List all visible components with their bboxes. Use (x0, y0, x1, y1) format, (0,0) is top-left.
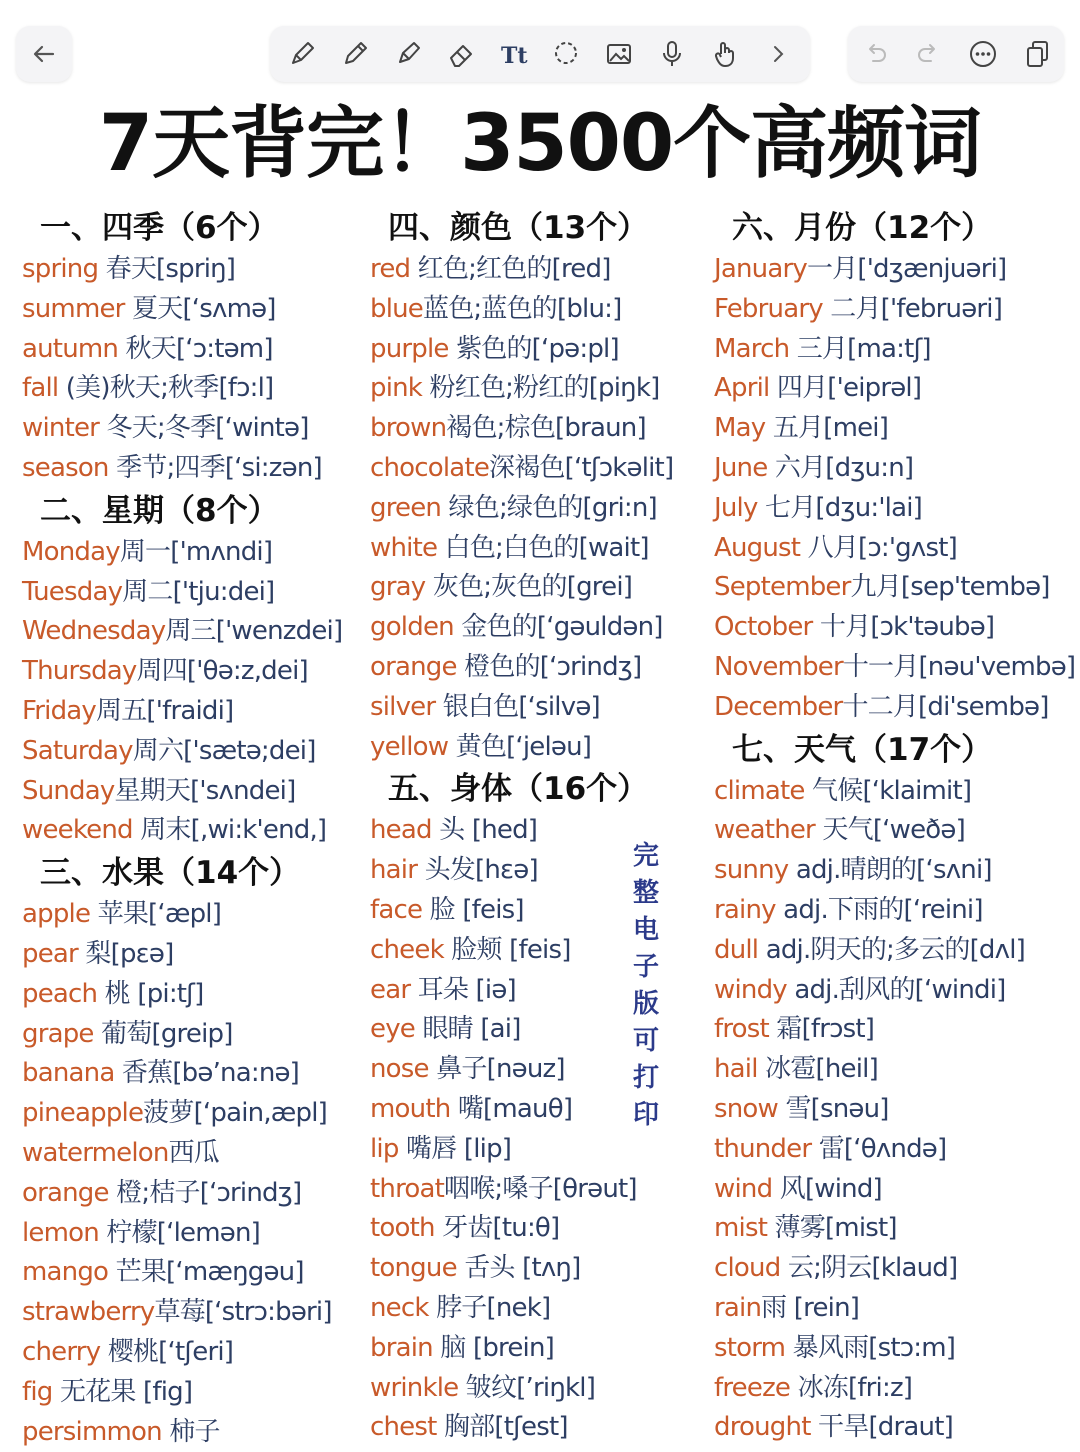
chinese-meaning: 雨 [rein] (761, 1292, 860, 1323)
english-word: chest (370, 1412, 437, 1443)
english-word: persimmon (22, 1416, 162, 1447)
english-word: fig (22, 1376, 53, 1407)
english-word: blue (370, 293, 424, 324)
chinese-meaning: 深褐色[‘tʃɔkəlit] (489, 452, 674, 483)
hand-pointer-icon (710, 39, 740, 69)
chinese-meaning: 蓝色;蓝色的[blu:] (423, 293, 622, 324)
english-word: February (714, 293, 823, 324)
undo-icon (860, 39, 890, 69)
chinese-meaning: 褐色;棕色[braun] (446, 413, 646, 444)
english-word: green (370, 492, 442, 523)
chinese-meaning: 嘴唇 [lip] (398, 1133, 512, 1164)
english-word: silver (370, 691, 436, 722)
english-word: mouth (370, 1093, 451, 1124)
chinese-meaning: adj.下雨的[‘reini] (775, 894, 983, 925)
vocab-entry (370, 409, 710, 449)
redo-button[interactable] (906, 31, 952, 77)
lasso-tool-button[interactable] (543, 31, 589, 77)
chinese-meaning: 西瓜 (168, 1137, 219, 1168)
english-word: cherry (22, 1336, 101, 1367)
chinese-meaning: 紫色的[‘pə:pl] (448, 333, 619, 364)
english-word: rain (714, 1292, 762, 1323)
chinese-meaning: 周六['sætə;dei] (132, 735, 316, 766)
chinese-meaning: (美)秋天;秋季[fɔ:l] (58, 373, 274, 404)
vocab-entry (714, 608, 1080, 648)
vocab-entry (714, 409, 1080, 449)
chinese-meaning: 周五['fraidi] (96, 695, 234, 726)
vocab-entry (22, 1054, 367, 1094)
vocab-entry (714, 1289, 1080, 1329)
chinese-meaning: 六月[dʒu:n] (767, 452, 914, 483)
chinese-meaning: 夏天[‘sʌmə] (124, 293, 276, 324)
toolbar-tools-group (270, 26, 810, 82)
vocab-entry (714, 1130, 1080, 1170)
vocab-entry (370, 369, 710, 409)
vocab-entry (22, 612, 367, 652)
chinese-meaning: 黄色[‘jeləu] (448, 731, 592, 762)
chinese-meaning: 红色;红色的[red] (410, 254, 611, 284)
section-heading: 二、星期（8个） (40, 492, 279, 529)
section-heading: 三、水果（14个） (40, 855, 301, 892)
english-word: gray (370, 572, 426, 603)
vocab-entry (22, 772, 367, 812)
english-word: September (714, 572, 851, 603)
chinese-meaning: 无花果 [fig] (52, 1376, 193, 1407)
highlighter-tool-button[interactable] (385, 31, 431, 77)
toolbar-right-group (848, 26, 1064, 82)
vocab-entry (22, 330, 367, 370)
section-heading: 六、月份（12个） (732, 210, 993, 246)
english-word: April (714, 373, 770, 404)
english-word: dull (714, 934, 759, 965)
vocab-entry (370, 1289, 710, 1329)
english-word: rainy (714, 894, 776, 925)
chinese-meaning: 银白色[‘silvə] (435, 691, 600, 722)
chinese-meaning: 雪[snəu] (778, 1093, 889, 1124)
lasso-icon (551, 39, 581, 69)
chinese-meaning: 春天[spriŋ] (98, 254, 236, 284)
english-word: March (714, 333, 790, 364)
vocab-entry (714, 688, 1080, 728)
vocab-entry (370, 1249, 710, 1289)
english-word: spring (22, 254, 99, 284)
chinese-meaning: 金色的[‘gəuldən] (453, 612, 663, 643)
section-heading: 四、颜色（13个） (388, 210, 649, 246)
more-icon (968, 39, 998, 69)
vocab-entry (714, 290, 1080, 330)
undo-button[interactable] (852, 31, 898, 77)
english-word: throat (370, 1173, 445, 1204)
vocab-entry (22, 975, 367, 1015)
english-word: Friday (22, 695, 96, 726)
english-word: brain (370, 1332, 433, 1363)
english-word: peach (22, 978, 98, 1009)
vocab-entry (22, 732, 367, 772)
english-word: October (714, 612, 813, 643)
microphone-tool-button[interactable] (649, 31, 695, 77)
vocab-entry (370, 330, 710, 370)
english-word: brown (370, 413, 447, 444)
chinese-meaning: 脖子[nek] (428, 1292, 551, 1323)
vocab-entry (714, 811, 1080, 851)
vocab-entry (714, 1408, 1080, 1448)
text-tool-button[interactable] (491, 31, 537, 77)
vocab-entry (22, 1015, 367, 1055)
chinese-meaning: 一月['dʒænjuəri] (806, 254, 1007, 284)
english-word: purple (370, 333, 449, 364)
english-word: apple (22, 899, 91, 930)
english-word: pineapple (22, 1098, 144, 1129)
english-word: Saturday (22, 735, 133, 766)
vocab-entry (22, 1373, 367, 1413)
vocab-entry (714, 1010, 1080, 1050)
english-word: tongue (370, 1253, 457, 1284)
toolbar-left-group (16, 26, 72, 82)
chinese-meaning: 八月[ɔ:'gʌst] (800, 532, 957, 563)
english-word: sunny (714, 855, 789, 886)
vocab-entry (22, 1253, 367, 1293)
english-word: June (714, 452, 768, 483)
chinese-meaning: adj.晴朗的[‘sʌni] (788, 855, 992, 886)
svg-text:Tt: Tt (500, 43, 528, 69)
chinese-meaning: 四月['eiprəl] (769, 373, 922, 404)
english-word: watermelon (22, 1137, 169, 1168)
vocab-entry (22, 652, 367, 692)
more-tools-button[interactable] (755, 31, 801, 77)
english-word: wrinkle (370, 1372, 459, 1403)
chinese-meaning: 冰雹[heil] (757, 1054, 878, 1085)
eraser-tool-button[interactable] (438, 31, 484, 77)
english-word: snow (714, 1093, 778, 1124)
chinese-meaning: 柿子 (161, 1416, 220, 1447)
english-word: July (714, 492, 758, 523)
english-word: fall (22, 373, 59, 404)
pages-icon (1022, 39, 1052, 69)
chinese-meaning: 柠檬[‘lemən] (98, 1217, 260, 1248)
vocab-entry (22, 1174, 367, 1214)
vocab-entry (370, 1130, 710, 1170)
text-tool-icon (499, 39, 529, 69)
english-word: orange (370, 651, 457, 682)
chinese-meaning: adj.刮风的[‘windi] (786, 974, 1006, 1005)
vocab-entry (22, 1214, 367, 1254)
highlighter-icon (393, 39, 423, 69)
vocab-entry (370, 529, 710, 569)
chinese-meaning: 脑 [brein] (432, 1332, 554, 1363)
english-word: strawberry (22, 1297, 155, 1328)
vocab-entry (370, 1369, 710, 1409)
eraser-icon (446, 39, 476, 69)
vocab-entry (370, 449, 710, 489)
image-icon (604, 39, 634, 69)
vocab-entry (714, 489, 1080, 529)
english-word: weather (714, 815, 815, 846)
section-heading: 一、四季（6个） (40, 210, 279, 246)
back-arrow-icon (29, 39, 59, 69)
english-word: chocolate (370, 452, 490, 483)
chinese-meaning: 芒果[‘mæŋgəu] (108, 1257, 304, 1288)
english-word: Monday (22, 536, 120, 567)
vocab-entry (22, 1134, 367, 1174)
chinese-meaning: adj.阴天的;多云的[dʌl] (758, 934, 1025, 965)
english-word: Sunday (22, 775, 115, 806)
vocab-entry (714, 250, 1080, 290)
section-heading: 七、天气（17个） (732, 731, 993, 768)
chinese-meaning: 风[wind] (772, 1173, 882, 1204)
english-word: lip (370, 1133, 399, 1164)
english-word: August (714, 532, 801, 563)
english-word: Tuesday (22, 576, 123, 607)
pages-button[interactable] (1014, 31, 1060, 77)
english-word: Wednesday (22, 616, 166, 647)
vocab-entry (370, 608, 710, 648)
vocab-entry (714, 1249, 1080, 1289)
vocab-entry (22, 290, 367, 330)
chinese-meaning: 冰冻[fri:z] (790, 1372, 913, 1403)
chinese-meaning: 菠萝[‘pain,æpl] (143, 1098, 327, 1129)
vocab-entry (714, 369, 1080, 409)
image-tool-button[interactable] (596, 31, 642, 77)
english-word: May (714, 413, 766, 444)
vocab-column-1 (22, 206, 367, 1452)
chinese-meaning: 九月[sep'tembə] (850, 572, 1050, 603)
vocab-entry (22, 409, 367, 449)
english-word: January (714, 254, 807, 284)
back-button[interactable] (21, 31, 67, 77)
vocab-entry (714, 648, 1080, 688)
english-word: nose (370, 1054, 429, 1085)
vocab-entry (370, 250, 710, 290)
chinese-meaning: 绿色;绿色的[gri:n] (441, 492, 657, 523)
english-word: windy (714, 974, 787, 1005)
chinese-meaning: 星期天['sʌndei] (114, 775, 296, 806)
english-word: November (714, 651, 843, 682)
vocab-entry (22, 449, 367, 489)
vocab-entry (22, 250, 367, 290)
vocab-entry (22, 1094, 367, 1134)
vocab-entry (714, 330, 1080, 370)
chinese-meaning: 五月[mei] (765, 413, 889, 444)
vocab-entry (714, 931, 1080, 971)
chinese-meaning: 十一月[nəu'vembə] (842, 651, 1076, 682)
english-word: pear (22, 938, 78, 969)
vocab-entry (714, 891, 1080, 931)
vocab-entry (370, 1209, 710, 1249)
chinese-meaning: 橙色的[‘ɔrindʒ] (456, 651, 642, 682)
vocab-entry (22, 1333, 367, 1373)
vocab-entry (370, 290, 710, 330)
english-word: white (370, 532, 438, 563)
vocab-entry (714, 1050, 1080, 1090)
chinese-meaning: 薄雾[mist] (767, 1213, 897, 1244)
vocab-entry (22, 573, 367, 613)
chinese-meaning: 脸颊 [feis] (443, 934, 571, 965)
vocab-entry (714, 1090, 1080, 1130)
english-word: neck (370, 1292, 429, 1323)
chinese-meaning: 三月[ma:tʃ] (789, 333, 931, 364)
english-word: autumn (22, 333, 119, 364)
english-word: freeze (714, 1372, 791, 1403)
english-word: December (714, 691, 843, 722)
english-word: Thursday (22, 656, 137, 687)
english-word: climate (714, 775, 805, 806)
vocab-entry (22, 895, 367, 935)
chinese-meaning: 七月[dʒu:'lai] (757, 492, 923, 523)
english-word: orange (22, 1177, 109, 1208)
english-word: weekend (22, 815, 133, 846)
chinese-meaning: 霜[frɔst] (768, 1014, 875, 1045)
english-word: red (370, 254, 411, 284)
english-word: mango (22, 1257, 109, 1288)
redo-icon (914, 39, 944, 69)
vocab-entry (714, 449, 1080, 489)
english-word: eye (370, 1014, 415, 1045)
chinese-meaning: 气候[‘klaimit] (804, 775, 972, 806)
chinese-meaning: 周三['wenzdei] (165, 616, 343, 647)
chinese-meaning: 樱桃[‘tʃeri] (100, 1336, 234, 1367)
chinese-meaning: 橙;桔子[‘ɔrindʒ] (108, 1177, 302, 1208)
side-note: 完整电子版可打印 (632, 841, 659, 1130)
vocab-entry (370, 1408, 710, 1448)
pencil-tool-button[interactable] (332, 31, 378, 77)
chinese-meaning: 舌头 [tʌŋ] (456, 1253, 581, 1284)
chinese-meaning: 天气[‘weðə] (814, 815, 965, 846)
chinese-meaning: 牙齿[tu:θ] (434, 1213, 560, 1244)
vocab-entry (370, 489, 710, 529)
vocab-entry (22, 1413, 367, 1452)
vocab-entry (714, 1369, 1080, 1409)
english-word: banana (22, 1058, 115, 1089)
chinese-meaning: 粉红色;粉红的[piŋk] (422, 373, 660, 404)
chinese-meaning: 十月[ɔk'təubə] (812, 612, 995, 643)
vocab-entry (714, 772, 1080, 812)
vocab-entry (370, 728, 710, 768)
chinese-meaning: 周四['θə:z,dei] (136, 656, 308, 687)
english-word: cheek (370, 934, 444, 965)
vocab-column-2 (370, 206, 710, 1448)
chinese-meaning: 白色;白色的[wait] (437, 532, 649, 563)
english-word: mist (714, 1213, 768, 1244)
hand-tool-button[interactable] (702, 31, 748, 77)
english-word: grape (22, 1018, 94, 1049)
vocab-entry (714, 851, 1080, 891)
vocab-column-3 (714, 206, 1080, 1448)
vocab-entry (714, 529, 1080, 569)
chinese-meaning: 二月['februəri] (822, 293, 1003, 324)
chevron-right-icon (763, 39, 793, 69)
chinese-meaning: 暴风雨[stɔ:m] (785, 1332, 956, 1363)
english-word: face (370, 894, 423, 925)
vocab-entry (370, 1170, 710, 1210)
english-word: hair (370, 855, 418, 886)
vocab-entry (370, 1329, 710, 1369)
microphone-icon (657, 39, 687, 69)
chinese-meaning: 灰色;灰色的[grei] (425, 572, 633, 603)
chinese-meaning: 周二['tju:dei] (122, 576, 275, 607)
vocab-entry (370, 688, 710, 728)
vocab-entry (22, 1293, 367, 1333)
english-word: tooth (370, 1213, 435, 1244)
chinese-meaning: 草莓[‘strɔ:bəri] (154, 1297, 332, 1328)
english-word: thunder (714, 1133, 812, 1164)
english-word: pink (370, 373, 423, 404)
pen-tool-button[interactable] (279, 31, 325, 77)
chinese-meaning: 十二月[di'sembə] (842, 691, 1049, 722)
english-word: lemon (22, 1217, 99, 1248)
chinese-meaning: 皱纹[’riŋkl] (458, 1372, 596, 1403)
vocab-entry (22, 533, 367, 573)
chinese-meaning: 眼睛 [ai] (414, 1014, 521, 1045)
chinese-meaning: 周一['mʌndi] (119, 536, 273, 567)
english-word: frost (714, 1014, 769, 1045)
chinese-meaning: 嘴[mauθ] (450, 1093, 573, 1124)
chinese-meaning: 梨[pεə] (77, 938, 174, 969)
english-word: winter (22, 413, 100, 444)
vocab-entry (22, 811, 367, 851)
vocab-entry (714, 971, 1080, 1011)
chinese-meaning: 脸 [feis] (422, 894, 524, 925)
chinese-meaning: 桃 [pi:tʃ] (97, 978, 204, 1009)
chinese-meaning: 雷[‘θʌndə] (811, 1133, 947, 1164)
app-toolbar (0, 0, 1080, 80)
chinese-meaning: 干旱[draut] (810, 1412, 953, 1443)
english-word: ear (370, 974, 411, 1005)
chinese-meaning: 鼻子[nəuz] (428, 1054, 565, 1085)
more-options-button[interactable] (960, 31, 1006, 77)
english-word: yellow (370, 731, 449, 762)
chinese-meaning: 葡萄[greip] (93, 1018, 233, 1049)
english-word: golden (370, 612, 454, 643)
english-word: cloud (714, 1253, 781, 1284)
english-word: head (370, 815, 432, 846)
vocab-entry (370, 568, 710, 608)
english-word: season (22, 452, 109, 483)
chinese-meaning: 头 [hed] (431, 815, 538, 846)
english-word: storm (714, 1332, 786, 1363)
english-word: wind (714, 1173, 773, 1204)
chinese-meaning: 云;阴云[klaud] (780, 1253, 958, 1284)
chinese-meaning: 耳朵 [iə] (410, 974, 516, 1005)
vocab-entry (714, 1170, 1080, 1210)
vocab-entry (370, 648, 710, 688)
chinese-meaning: 头发[hεə] (417, 855, 538, 886)
vocab-entry (22, 935, 367, 975)
chinese-meaning: 秋天[‘ɔ:təm] (118, 333, 273, 364)
english-word: hail (714, 1054, 758, 1085)
vocab-entry (714, 1209, 1080, 1249)
chinese-meaning: 周末[,wi:k'end,] (132, 815, 327, 846)
pen-icon (287, 39, 317, 69)
chinese-meaning: 咽喉;嗓子[θrəut] (444, 1173, 637, 1204)
chinese-meaning: 季节;四季[‘si:zən] (108, 452, 322, 483)
vocab-entry (22, 692, 367, 732)
pencil-icon (340, 39, 370, 69)
vocab-entry (714, 568, 1080, 608)
page-title: 7天背完！3500个高频词 (98, 99, 982, 189)
chinese-meaning: 香蕉[bə’na:nə] (114, 1058, 300, 1089)
section-heading: 五、身体（16个） (388, 771, 649, 808)
english-word: summer (22, 293, 125, 324)
english-word: drought (714, 1412, 811, 1443)
vocab-entry (22, 369, 367, 409)
chinese-meaning: 胸部[tʃest] (436, 1412, 568, 1443)
chinese-meaning: 冬天;冬季[‘wintə] (99, 413, 309, 444)
chinese-meaning: 苹果[‘æpl] (90, 899, 222, 930)
vocab-entry (714, 1329, 1080, 1369)
